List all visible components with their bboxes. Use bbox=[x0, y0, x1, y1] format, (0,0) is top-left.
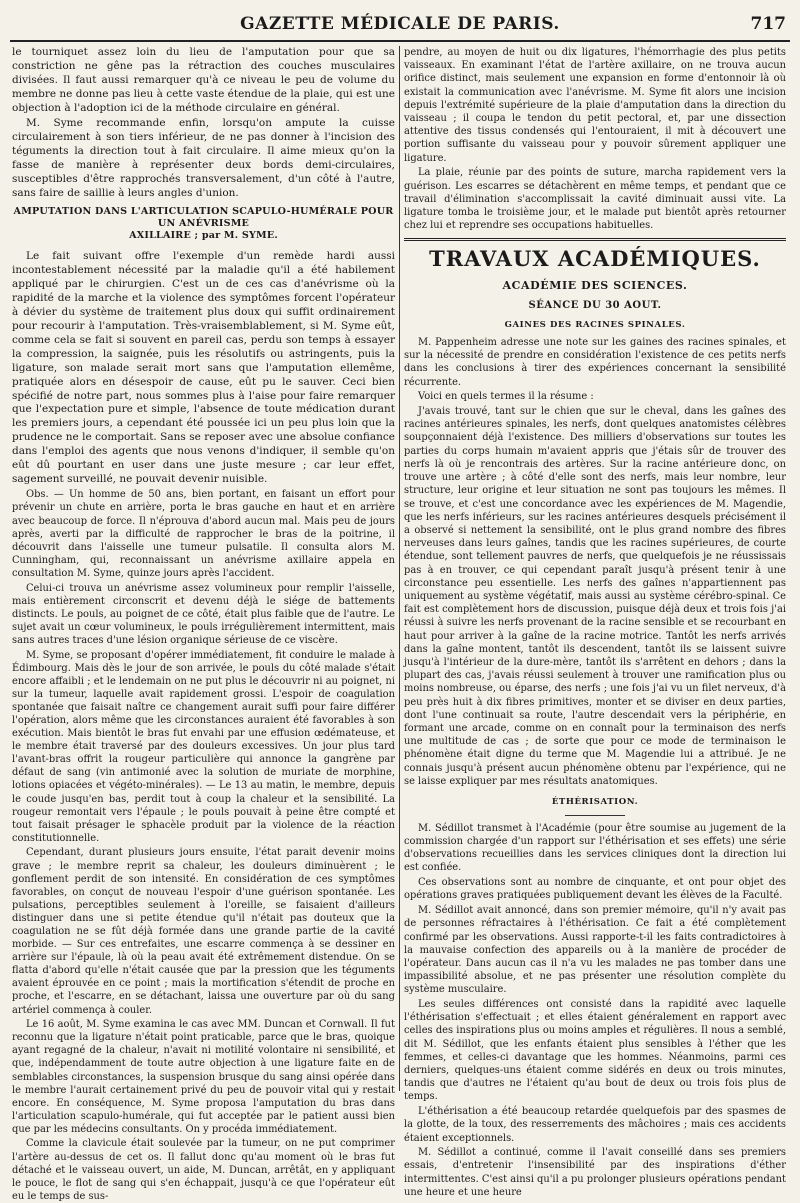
paragraph: M. Syme, se proposant d'opérer immédiatement, fit conduire le malade à Édimbourg. Mais dès le jour de son arrivée, le pouls du côté malade s'était encore affaibli ; et le lendemain on ne put plus le découvrir ni au poignet, ni sur la tumeur, laquelle avait rapidement grossi. L'espoir de coagulation spontanée que faisait naître ce changement aurait suffi pour faire différer l'opération, alors même que les circonstances auraient été favorables à son exécution. Mais bientôt le bras fut envahi par une effusion œdémateuse, et le membre était traversé par des douleurs excessives. Un jour plus tard l'avant-bras offrit la rougeur particulière qui annonce la gangrène par défaut de sang (vin antimonié avec la solution de muriate de morphine, lotions opiacées et végéto-minérales). — Le 13 au matin, le membre, depuis le coude jusqu'en bas, perdit tout à coup la chaleur et la sensibilité. La rougeur remontait vers l'épaule ; le pouls pouvait à peine être compté et tout faisait présager le sphacèle produit par la violence de la réaction constitutionnelle. bbox=[12, 649, 395, 844]
paragraph: le tourniquet assez loin du lieu de l'amputation pour que sa constriction ne gêne pas la rétraction des couches musculaires divisées. Il faut aussi remarquer qu'à ce niveau le peu de volume du membre ne donne pas lieu à cette vaste étendue de la plaie, qui est une objection à l'adoption ici de la méthode circulaire en général. bbox=[12, 46, 395, 114]
session-title: SÉANCE DU 30 AOUT. bbox=[528, 300, 662, 312]
section-rule bbox=[404, 238, 786, 241]
right-column bbox=[404, 46, 786, 1198]
paragraph: Le 16 août, M. Syme examina le cas avec MM. Duncan et Cornwall. Il fut reconnu que la ligature n'était point praticable, parce que le bras, quoique ayant regagné de la chaleur, n'avait ni motilité volontaire ni sensibilité, et que, indépendamment de toute autre objection à une ligature faite en de semblables circonstances, la suspension brusque du sang ainsi opérée dans le membre l'aurait certainement privé du peu de pouvoir vital qui y restait encore. En conséquence, M. Syme proposa l'amputation du bras dans l'articulation scapulo-humérale, qui fut acceptée par le patient aussi bien que par les médecins consultants. On y procéda immédiatement. bbox=[12, 1019, 395, 1135]
paragraph: M. Sédillot avait annoncé, dans son premier mémoire, qu'il n'y avait pas de personnes réfractaires à l'éthérisation. Ce fait a été complètement confirmé par les observations. Aussi rapporte-t-il les faits contradictoires à la mauvaise confection des appareils ou à la manière de procéder de l'opérateur. Dans aucun cas il n'a vu les malades ne pas tomber dans une impassibilité absolue, et ne pas présenter une résolution complète du système musculaire. bbox=[404, 905, 786, 996]
paragraph: M. Sédillot transmet à l'Académie (pour être soumise au jugement de la commission chargée d'un rapport sur l'éthérisation et ses effets) une série d'observations recueillies dans les services cliniques dont la direction lui est confiée. bbox=[404, 822, 786, 874]
observation-paragraph: Obs. — Un homme de 50 ans, bien portant, en faisant un effort pour prévenir un chute en arrière, porta le bras gauche en haut et en arrière avec beaucoup de force. Il n'éprouva d'abord aucun mal. Mais peu de jours après, averti par la difficulté de rapprocher le bras de la poitrine, il découvrit dans l'aisselle une tumeur pulsatile. Il consulta alors M. Cunningham, qui, reconnaissant un anévrisme axillaire appela en consultation M. Syme, quinze jours après l'accident. bbox=[12, 489, 395, 579]
paragraph: Voici en quels termes il la résume : bbox=[418, 391, 594, 403]
paragraph: J'avais trouvé, tant sur le chien que sur le cheval, dans les gaînes des racines antérieures spinales, les nerfs, dont quelques anatomistes célèbres soupçonnaient déjà l'existence. Des milliers d'observations sur toutes les parties du corps humain m'avaient appris que j'étais sûr de trouver des nerfs là où je rencontrais des artères. Sur la racine antérieure donc, on trouve une artère ; à côté d'elle sont des nerfs, mais leur nombre, leur structure, leur origine et leur situation ne sont pas toujours les mêmes. Il se trouve, et c'est une concordance avec les expériences de M. Magendie, que les nerfs inférieurs, sur les racines antérieures desquels précisément il a observé si nettement la sensibilité, ont le plus grand nombre des fibres nerveuses dans leurs gaînes, tandis que les racines supérieures, de courte étendue, sont tellement pauvres de nerfs, que quelquefois je ne réussissais pas à en trouver, ce qui cependant paraît jusqu'à présent tenir à une circonstance peu essentielle. Les nerfs des gaînes n'appartiennent pas uniquement au système végétatif, mais aussi au système cérébro-spinal. Ce fait est complètement hors de discussion, puisque déjà deux et trois fois j'ai réussi à suivre les nerfs provenant de la racine sensible et se recourbant en haut pour arriver à la gaîne de la racine motrice. Tantôt les nerfs arrivés dans la gaîne montent, tantôt ils descendent, tantôt ils se laissent suivre jusqu'à l'intérieur de la dure-mère, tantôt ils s'arrêtent en dehors ; dans la plupart des cas, j'avais réussi seulement à trouver une ramification plus ou moins nombreuse, ou éparse, des nerfs ; une fois j'ai vu un filet nerveux, d'à peu près huit à dix fibres primitives, monter et se diviser en deux parties, dont l'une continuait sa route, l'autre descendait vers la périphérie, en formant une arcade, comme on en connaît pour la terminaison des nerfs une multitude de cas ; de sorte que pour ce mode de terminaison le phénomène était digne du terme que M. Magendie lui a attribué. Je ne connais jusqu'à présent aucun phénomène obtenu par l'expérience, qui ne se laisse expliquer par mes résultats anatomiques. bbox=[404, 406, 786, 787]
paragraph: Le fait suivant offre l'exemple d'un remède hardi aussi incontestablement nécessité par la maladie qu'il a été habilement appliqué par le chirurgien. C'est un de ces cas d'anévrisme où la rapidité de la marche et la violence des symptômes forcent l'opérateur à dévier du système de traitement plus doux qui suffit ordinairement pour recourir à l'amputation. Très-vraisemblablement, si M. Syme eût, comme cela se fait si souvent en pareil cas, perdu son temps à essayer la compression, la saignée, puis les résolutifs ou astringents, puis la ligature, son malade serait mort sans que l'amputation ellemême, pratiquée alors en désespoir de cause, eût pu le sauver. Ceci bien spécifié de notre part, nous sommes plus à l'aise pour faire remarquer que l'expectation pure et simple, l'absence de toute médication durant les premiers jours, a cependant été poussée ici un peu plus loin que la prudence ne le comportait. Sans se reposer avec une absolue confiance dans l'emploi des agents que nous venons d'indiquer, il semble qu'on eût dû pourtant en user dans une juste mesure ; car leur effet, sagement surveillé, ne pouvait devenir nuisible. bbox=[12, 250, 395, 485]
paragraph: L'éthérisation a été beaucoup retardée quelquefois par des spasmes de la glotte, de la toux, des resserrements des mâchoires ; mais ces accidents étaient exceptionnels. bbox=[404, 1106, 786, 1144]
paragraph: Ces observations sont au nombre de cinquante, et ont pour objet des opérations graves pratiquées publiquement devant les élèves de la Faculté. bbox=[404, 877, 786, 902]
subsection-title: ÉTHÉRISATION. bbox=[551, 796, 639, 807]
paragraph: M. Pappenheim adresse une note sur les gaines des racines spinales, et sur la nécessité de prendre en considération l'existence de ces petits nerfs dans les conclusions à tirer des expériences concernant la sensibilité récurrente. bbox=[404, 337, 786, 388]
page-number: 717 bbox=[750, 14, 786, 34]
paragraph: Les seules différences ont consisté dans la rapidité avec laquelle l'éthérisation s'effectuait ; et elles étaient généralement en rapport avec celles des inspirations plus ou moins amples et régulières. Il nous a semblé, dit M. Sédillot, que les enfants étaient plus sensibles à l'éther que les femmes, et celles-ci davantage que les hommes. Néanmoins, parmi ces derniers, quelques-uns étaient comme sidérés en deux ou trois minutes, tandis que d'autres ne l'étaient qu'au bout de deux ou trois fois plus de temps. bbox=[404, 999, 786, 1103]
paragraph: M. Syme recommande enfin, lorsqu'on ampute la cuisse circulairement à son tiers inférieur, de ne pas donner à l'incision des téguments la direction tout à fait circulaire. Il aime mieux qu'on la fasse de manière à représenter deux bords demi-circulaires, susceptibles d'être rapprochés transversalement, d'un côté à l'autre, sans faire de saillie à leurs angles d'union. bbox=[12, 117, 395, 199]
running-head bbox=[10, 14, 790, 42]
rubric-title: TRAVAUX ACADÉMIQUES. bbox=[429, 246, 761, 272]
academy-title: ACADÉMIE DES SCIENCES. bbox=[502, 279, 688, 293]
paragraph: Comme la clavicule était soulevée par la tumeur, on ne put comprimer l'artère au-dessus de cet os. Il fallut donc qu'au moment où le bras fut détaché et le vaisseau ouvert, un aide, M. Duncan, arrêtât, en y appliquant le pouce, le flot de sang qui s'en échappait, jusqu'à ce que l'opérateur eût eu le temps de sus- bbox=[12, 1138, 395, 1202]
subsection-title: GAINES DES RACINES SPINALES. bbox=[504, 320, 686, 331]
paragraph: La plaie, réunie par des points de suture, marcha rapidement vers la guérison. Les escarres se détachèrent en même temps, et pendant que ce travail d'élimination s'accomplissait la cavité diminuait aussi vite. La ligature tomba le troisième jour, et le malade put bientôt après retourner chez lui et reprendre ses occupations habituelles. bbox=[404, 167, 786, 232]
paragraph: pendre, au moyen de huit ou dix ligatures, l'hémorrhagie des plus petits vaisseaux. En examinant l'état de l'artère axillaire, on ne trouva aucun orifice distinct, mais seulement une expansion en forme d'entonnoir là où existait la communication avec l'anévrisme. M. Syme fit alors une incision depuis l'extrémité supérieure de la plaie d'amputation dans la direction du vaisseau ; il coupa le tendon du petit pectoral, et, par une dissection attentive des tissus condensés qui l'entouraient, il mit à découvert une portion suffisante du vaisseau pour y pouvoir sûrement appliquer une ligature. bbox=[404, 47, 786, 164]
divider bbox=[565, 815, 625, 816]
paragraph: Celui-ci trouva un anévrisme assez volumineux pour remplir l'aisselle, mais entièrement circonscrit et devenu déjà le siége de battements distincts. Le pouls, au poignet de ce côté, était plus faible que de l'autre. Le sujet avait un cœur volumineux, le pouls irrégulièrement intermittent, mais sans autres traces d'une lésion organique sérieuse de ce viscère. bbox=[12, 582, 395, 646]
left-column bbox=[12, 46, 395, 1202]
column-divider bbox=[399, 46, 400, 1091]
paragraph: Cependant, durant plusieurs jours ensuite, l'état parait devenir moins grave ; le membre reprit sa chaleur, les douleurs diminuèrent ; le gonflement perdit de son intensité. En considération de ces symptômes favorables, on conçut de nouveau l'espoir d'une guérison spontanée. Les pulsations, perceptibles seulement à l'oreille, se faisaient d'ailleurs distinguer dans une si petite étendue qu'il n'était pas douteux que la coagulation ne se fût déjà formée dans une grande partie de la cavité morbide. — Sur ces entrefaites, une escarre commença à se dessiner en arrière sur l'épaule, là où la peau avait été extrêmement distendue. On se flatta d'abord qu'elle n'était causée que par la pression que les téguments avaient éprouvée en ce point ; mais la mortification s'étendit de proche en proche, et l'escarre, en se détachant, laissa une ouverture par où du sang artériel commença à couler. bbox=[12, 847, 395, 1016]
section-title: AMPUTATION DANS L'ARTICULATION SCAPULO-HUMÉRALE POUR UN ANÉVRISME AXILLAIRE ; par M. SYME. bbox=[13, 206, 394, 242]
journal-title: GAZETTE MÉDICALE DE PARIS. bbox=[240, 14, 560, 34]
paragraph: M. Sédillot a continué, comme il l'avait conseillé dans ses premiers essais, d'entretenir l'insensibilité par des inspirations d'éther intermittentes. C'est ainsi qu'il a pu prolonger plusieurs opérations pendant une heure et une heure bbox=[404, 1147, 786, 1198]
